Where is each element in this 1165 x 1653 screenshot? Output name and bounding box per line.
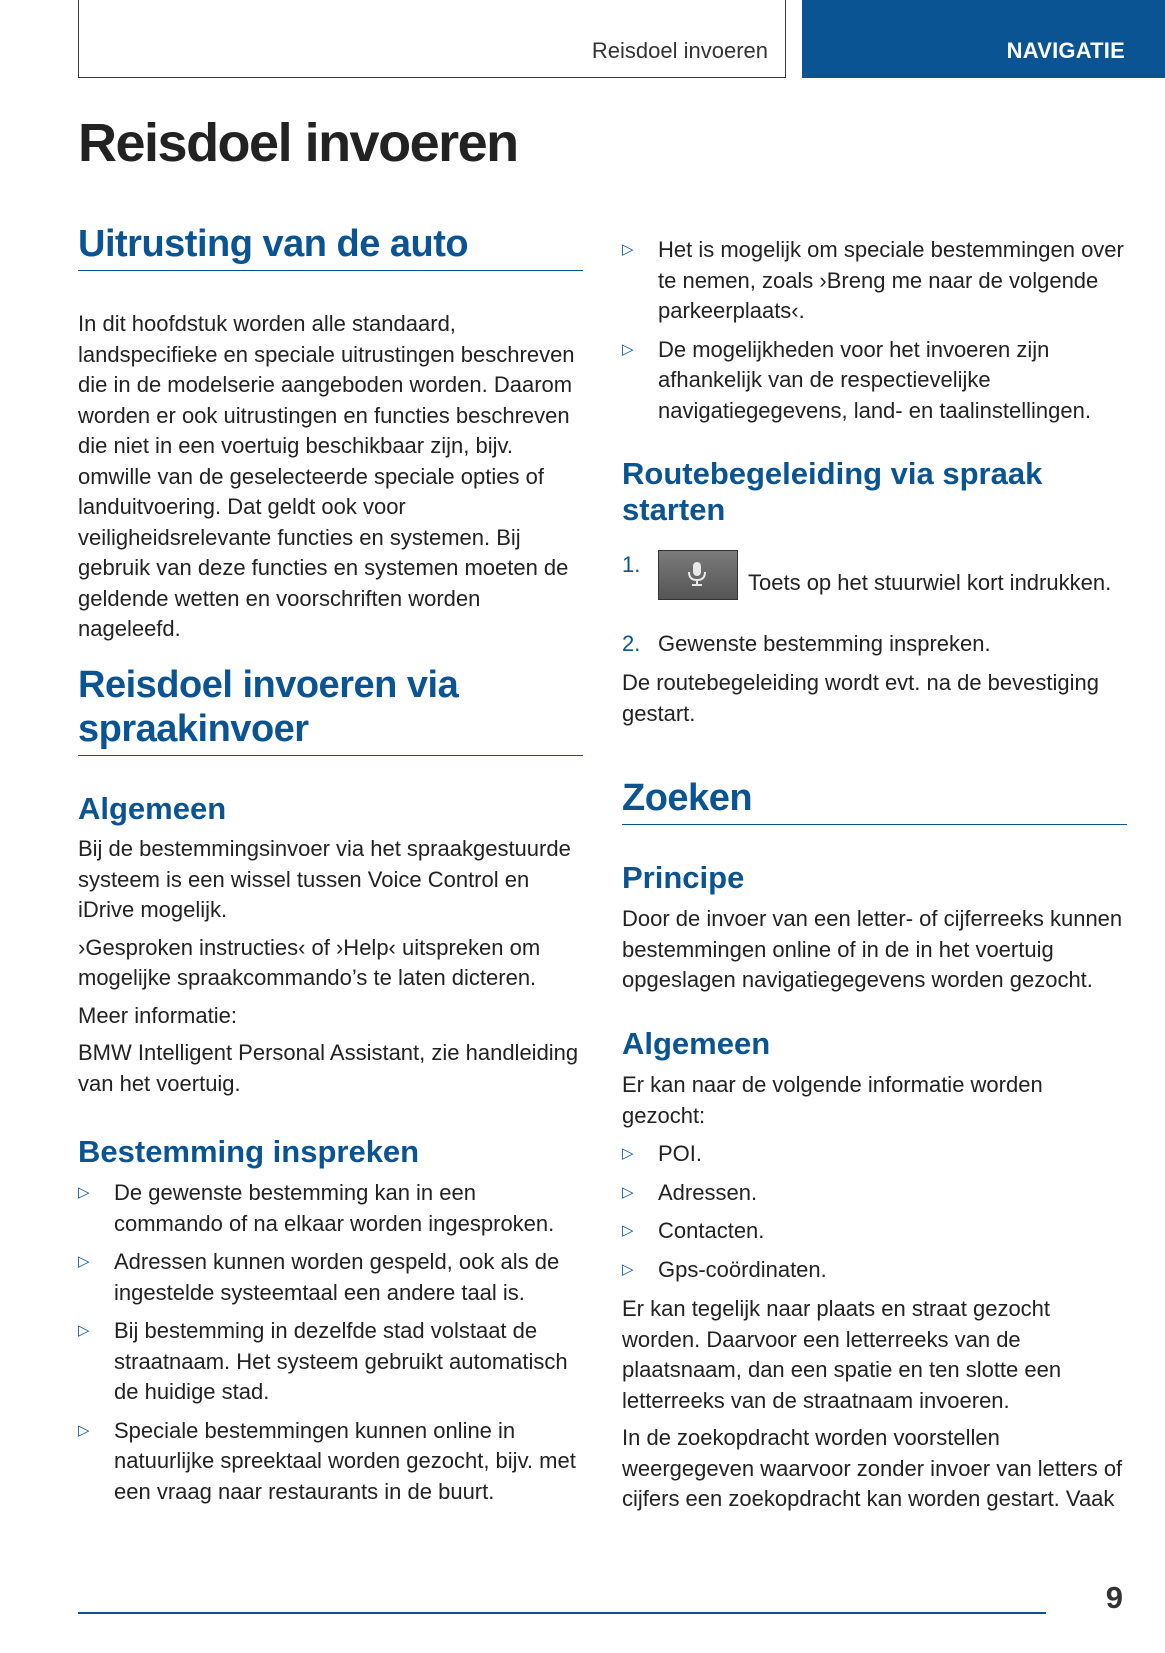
microphone-button-icon — [658, 550, 738, 600]
list-item: ▷ Adressen kunnen worden gespeld, ook als de ingestelde systeemtaal een andere taal is. — [78, 1249, 560, 1305]
bullet-triangle-icon: ▷ — [622, 1145, 634, 1162]
equipment-text: In dit hoofdstuk worden alle standaard, landspecifieke en speciale uitrustingen beschreven die in de modelserie aangeboden worden. Daarom worden er ook uitrustingen en functies beschreven die niet in een voertuig beschikbaar zijn, bijv. omwille van de geselecteerde speciale opties of landuitvoering. Dat geldt ook voor veiligheidsrelevante functies en systemen. Bij gebruik van deze functies en systemen moeten de geldende wetten en voorschriften worden nageleefd. — [78, 311, 575, 641]
step-number: 2. — [622, 631, 641, 656]
list-item: ▷ De mogelijkheden voor het invoeren zijn afhankelijk van de respectievelijke navigatiegegevens, land- en taalinstellingen. — [622, 336, 1091, 423]
search-types-list — [622, 1139, 1127, 1285]
list-item: ▷ Het is mogelijk om speciale bestemmingen over te nemen, zoals ›Breng me naar de volgende parkeerplaats‹. — [622, 237, 1124, 323]
voice-general-p1: Bij de bestemmingsinvoer via het spraakgestuurde systeem is een wissel tussen Voice Control en iDrive mogelijk. — [78, 836, 571, 922]
list-item: ▷ Bij bestemming in dezelfde stad volstaat de straatnaam. Het systeem gebruikt automatisch de huidige stad. — [78, 1318, 568, 1404]
bullet-triangle-icon: ▷ — [78, 1184, 90, 1201]
step-1 — [622, 550, 1127, 600]
page-title: Reisdoel invoeren — [78, 113, 518, 173]
search-place-text: Er kan tegelijk naar plaats en straat gezocht worden. Daarvoor een letterreeks van de plaatsnaam, dan een spatie en ten slotte een letterreeks van de straatnaam invoeren. — [622, 1296, 1062, 1413]
search-general-heading: Algemeen — [622, 1026, 771, 1061]
voice-general-p3: Meer informatie: — [78, 1002, 237, 1028]
step-2-text: Gewenste bestemming inspreken. — [658, 631, 991, 656]
list-item: ▷ POI. — [622, 1139, 1127, 1170]
footer-rule — [78, 1612, 1046, 1614]
chapter-tab-label: NAVIGATIE — [1006, 38, 1125, 63]
bullet-triangle-icon: ▷ — [622, 241, 634, 258]
step-1-text: Toets op het stuurwiel kort indrukken. — [748, 570, 1112, 595]
voice-general-p4: BMW Intelligent Personal Assistant, zie handleiding van het voertuig. — [78, 1040, 579, 1096]
bullet-triangle-icon: ▷ — [622, 1260, 634, 1278]
search-heading: Zoeken — [622, 776, 1127, 825]
search-suggest-text: In de zoekopdracht worden voorstellen weergegeven waarvoor zonder invoer van letters of cijfers een zoekopdracht kan worden gestart. Vaak — [622, 1425, 1123, 1511]
route-heading: Routebegeleiding via spraak starten — [622, 456, 1043, 527]
list-item: ▷ Contacten. — [622, 1216, 1127, 1247]
bullet-triangle-icon: ▷ — [622, 1183, 634, 1201]
bullet-triangle-icon: ▷ — [78, 1322, 90, 1339]
voice-general-p2: ›Gesproken instructies‹ of ›Help‹ uitspreken om mogelijke spraakcommando’s te laten dicteren. — [78, 934, 541, 990]
step-number: 1. — [622, 552, 641, 577]
bullet-triangle-icon: ▷ — [78, 1253, 90, 1270]
page-number: 9 — [1105, 1580, 1123, 1615]
list-item: ▷ Gps-coördinaten. — [622, 1255, 1127, 1286]
list-item: ▷ De gewenste bestemming kan in een commando of na elkaar worden ingesproken. — [78, 1180, 555, 1236]
bullet-triangle-icon: ▷ — [622, 1222, 634, 1239]
search-general-text: Er kan naar de volgende informatie worden gezocht: — [622, 1072, 1043, 1128]
principle-text: Door de invoer van een letter- of cijferreeks kunnen bestemmingen online of in de in het voertuig opgeslagen navigatiegegevens worden gezocht. — [622, 906, 1123, 992]
principle-heading: Principe — [622, 860, 745, 895]
list-item: ▷ Speciale bestemmingen kunnen online in natuurlijke spreektaal worden gezocht, bijv. met een vraag naar restaurants in de buurt. — [78, 1417, 576, 1504]
bullet-triangle-icon: ▷ — [622, 340, 634, 358]
chapter-tab — [802, 0, 1165, 78]
route-note: De routebegeleiding wordt evt. na de bevestiging gestart. — [622, 670, 1099, 726]
speak-list — [78, 1178, 583, 1507]
header-section-title: Reisdoel invoeren — [591, 38, 768, 63]
bullet-triangle-icon: ▷ — [78, 1421, 90, 1439]
microphone-icon — [686, 561, 708, 587]
voice-heading: Reisdoel invoeren via spraakinvoer — [78, 663, 583, 756]
voice-general-heading: Algemeen — [78, 791, 227, 826]
speak-heading: Bestemming inspreken — [78, 1134, 420, 1169]
voice-options-list — [622, 235, 1127, 426]
equipment-heading: Uitrusting van de auto — [78, 222, 583, 271]
list-item: ▷ Adressen. — [622, 1178, 1127, 1209]
header-section-box — [78, 0, 786, 78]
step-2 — [622, 629, 1127, 660]
